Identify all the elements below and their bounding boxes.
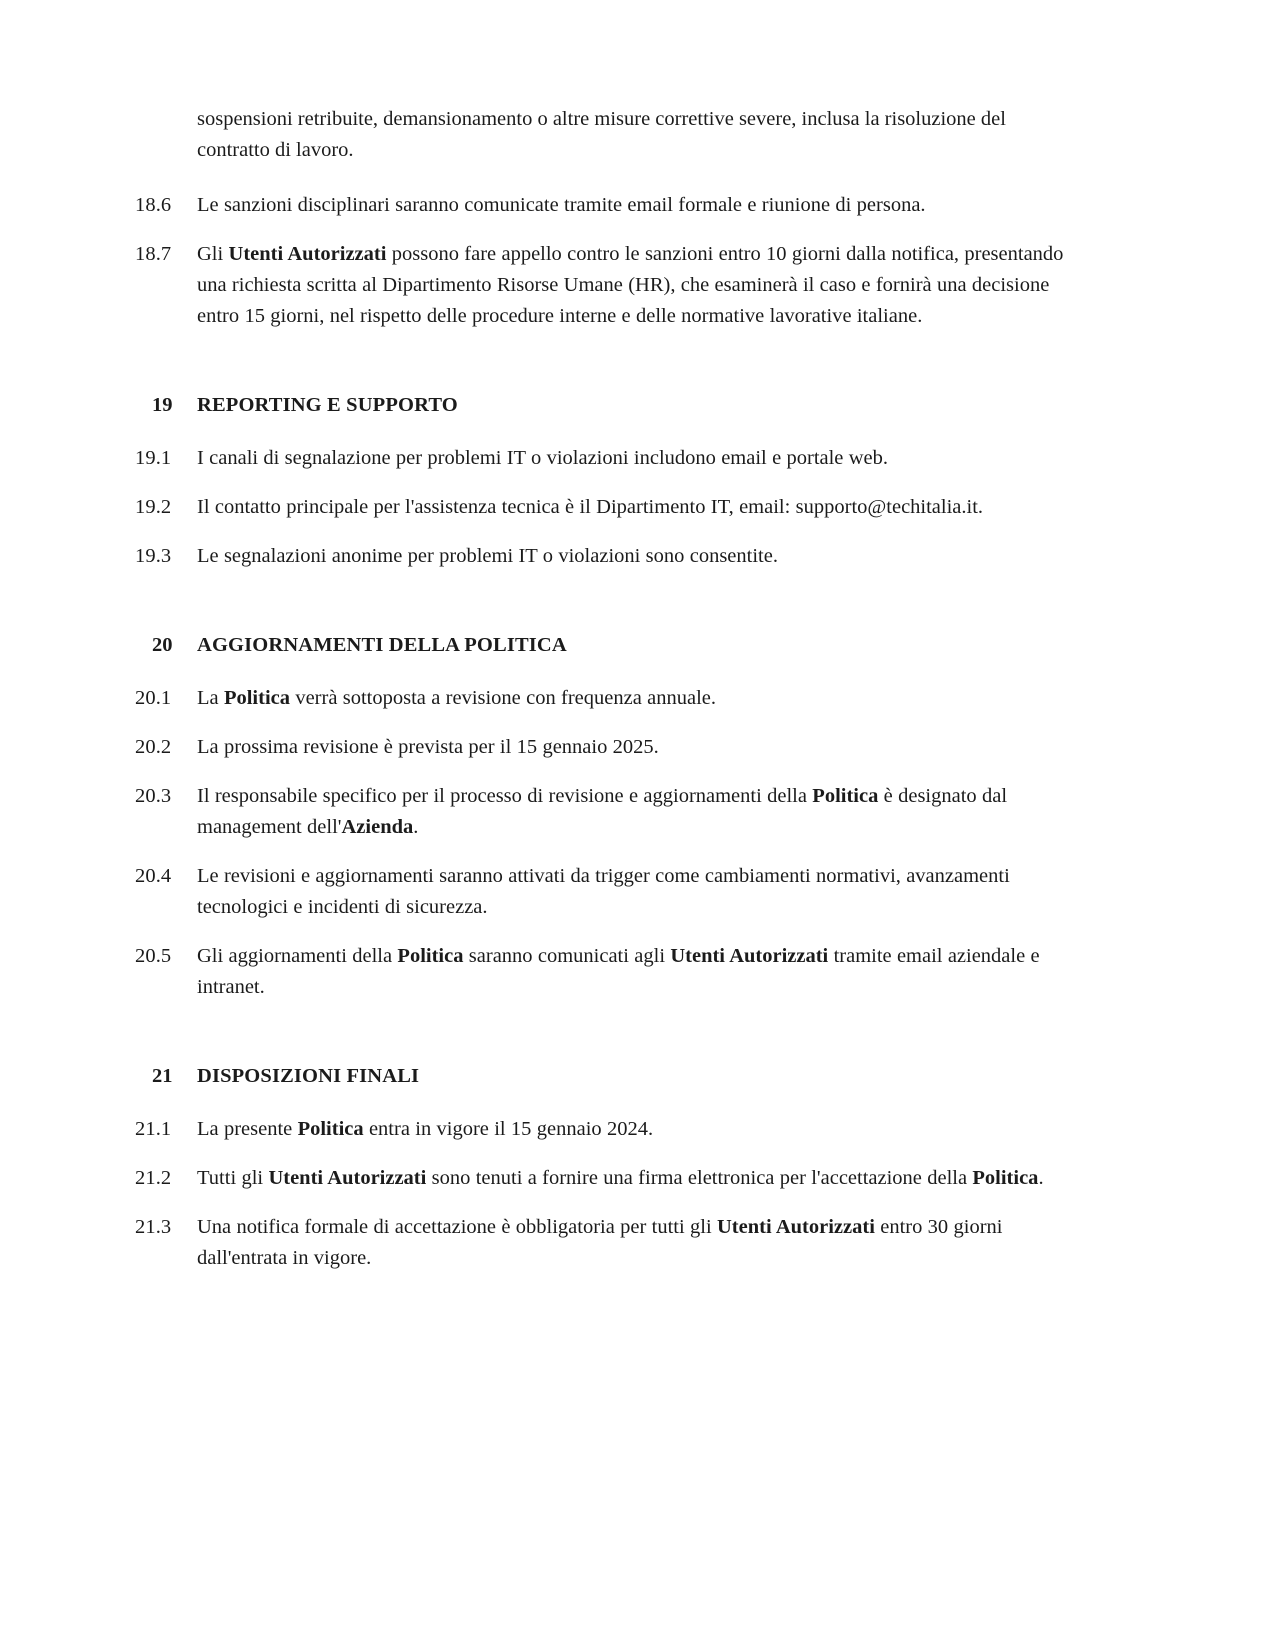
clause-text: [197, 239, 1080, 332]
defined-term: Politica: [397, 945, 464, 967]
text-run: Una notifica formale di accettazione è obbligatoria per tutti gli: [197, 1216, 717, 1238]
text-run: La presente: [197, 1118, 298, 1140]
defined-term: Utenti Autorizzati: [228, 243, 387, 265]
clause-text: [197, 443, 1080, 474]
text-run: .: [413, 816, 419, 838]
clause-number: 19.2: [135, 496, 172, 518]
section-number: 20: [152, 634, 173, 656]
clause-list-20: [135, 683, 1080, 1003]
defined-term: Utenti Autorizzati: [717, 1216, 875, 1238]
clause: [135, 492, 1080, 523]
clause: [135, 443, 1080, 474]
document-content: [135, 104, 1080, 1292]
text-run: verrà sottoposta a revisione con frequenza annuale.: [290, 687, 717, 709]
clause-number: 18.6: [135, 194, 172, 216]
text-run: entro 30 giorni dall'entrata in vigore.: [197, 1216, 1003, 1269]
section-title: REPORTING E SUPPORTO: [197, 394, 458, 416]
defined-term: Utenti Autorizzati: [670, 945, 829, 967]
clause-text: [197, 941, 1080, 1003]
text-run: La: [197, 687, 224, 709]
section-title: DISPOSIZIONI FINALI: [197, 1065, 420, 1087]
text-run: Il contatto principale per l'assistenza tecnica è il Dipartimento IT, email: supporto@techitalia.it.: [197, 496, 984, 518]
clause-text: [197, 781, 1080, 843]
clause-number: 20.3: [135, 785, 172, 807]
continued-paragraph: sospensioni retribuite, demansionamento o altre misure correttive severe, inclusa la risoluzione del contratto di lavoro.: [197, 108, 1006, 161]
text-run: Il responsabile specifico per il processo di revisione e aggiornamenti della: [197, 785, 813, 807]
clause-text: [197, 861, 1080, 923]
clause-number: 21.3: [135, 1216, 172, 1238]
clause: [135, 1163, 1080, 1194]
defined-term: Politica: [297, 1118, 364, 1140]
text-run: Le segnalazioni anonime per problemi IT o violazioni sono consentite.: [197, 545, 778, 567]
clause-list-21: [135, 1114, 1080, 1274]
clause: [135, 190, 1080, 221]
clause-number: 21.2: [135, 1167, 172, 1189]
text-run: saranno comunicati agli: [463, 945, 671, 967]
section-heading-19: [135, 390, 1080, 421]
text-run: Gli: [197, 243, 229, 265]
section-number: 19: [152, 394, 173, 416]
text-run: .: [1038, 1167, 1044, 1189]
section-number: 21: [152, 1065, 173, 1087]
clause: [135, 781, 1080, 843]
clause-text: [197, 1163, 1080, 1194]
clause-number: 19.3: [135, 545, 172, 567]
clause-text: [197, 732, 1080, 763]
clause: [135, 239, 1080, 332]
clause: [135, 732, 1080, 763]
section-heading-21: [135, 1061, 1080, 1092]
defined-term: Azienda: [341, 816, 414, 838]
clause: [135, 683, 1080, 714]
section-title: AGGIORNAMENTI DELLA POLITICA: [197, 634, 567, 656]
defined-term: Politica: [972, 1167, 1039, 1189]
clause: [135, 861, 1080, 923]
clause-number: 18.7: [135, 243, 172, 265]
text-run: Tutti gli: [197, 1167, 269, 1189]
defined-term: Utenti Autorizzati: [268, 1167, 427, 1189]
clause: [135, 1114, 1080, 1145]
clause-text: [197, 1212, 1080, 1274]
clause: [135, 1212, 1080, 1274]
text-run: sono tenuti a fornire una firma elettronica per l'accettazione della: [426, 1167, 973, 1189]
clause-number: 19.1: [135, 447, 172, 469]
text-run: entra in vigore il 15 gennaio 2024.: [363, 1118, 654, 1140]
clause-list-18: [135, 190, 1080, 332]
clause-number: 20.2: [135, 736, 172, 758]
section-heading-20: [135, 630, 1080, 661]
clause-number: 20.5: [135, 945, 172, 967]
clause: [135, 541, 1080, 572]
clause-number: 20.1: [135, 687, 172, 709]
text-run: possono fare appello contro le sanzioni entro 10 giorni dalla notifica, presentando una richiesta scritta al Dipartimento Risorse Umane (HR), che esaminerà il caso e fornirà una decisione entro 15 giorni, nel rispetto delle procedure interne e delle normative lavorative italiane.: [197, 243, 1064, 327]
clause-list-19: [135, 443, 1080, 572]
clause-text: [197, 683, 1080, 714]
defined-term: Politica: [223, 687, 290, 709]
text-run: è designato dal management dell': [197, 785, 1008, 838]
text-run: Gli aggiornamenti della: [197, 945, 398, 967]
text-run: Le revisioni e aggiornamenti saranno attivati da trigger come cambiamenti normativi, avanzamenti tecnologici e incidenti di sicurezza.: [197, 865, 1010, 918]
defined-term: Politica: [812, 785, 879, 807]
text-run: tramite email aziendale e intranet.: [197, 945, 1040, 998]
clause-text: [197, 492, 1080, 523]
clause: [135, 941, 1080, 1003]
text-run: I canali di segnalazione per problemi IT o violazioni includono email e portale web.: [197, 447, 889, 469]
clause-number: 20.4: [135, 865, 172, 887]
text-run: La prossima revisione è prevista per il 15 gennaio 2025.: [197, 736, 659, 758]
clause-number: 21.1: [135, 1118, 172, 1140]
clause-text: [197, 190, 1080, 221]
text-run: Le sanzioni disciplinari saranno comunicate tramite email formale e riunione di persona.: [197, 194, 926, 216]
clause-text: [197, 1114, 1080, 1145]
clause-text: [197, 541, 1080, 572]
